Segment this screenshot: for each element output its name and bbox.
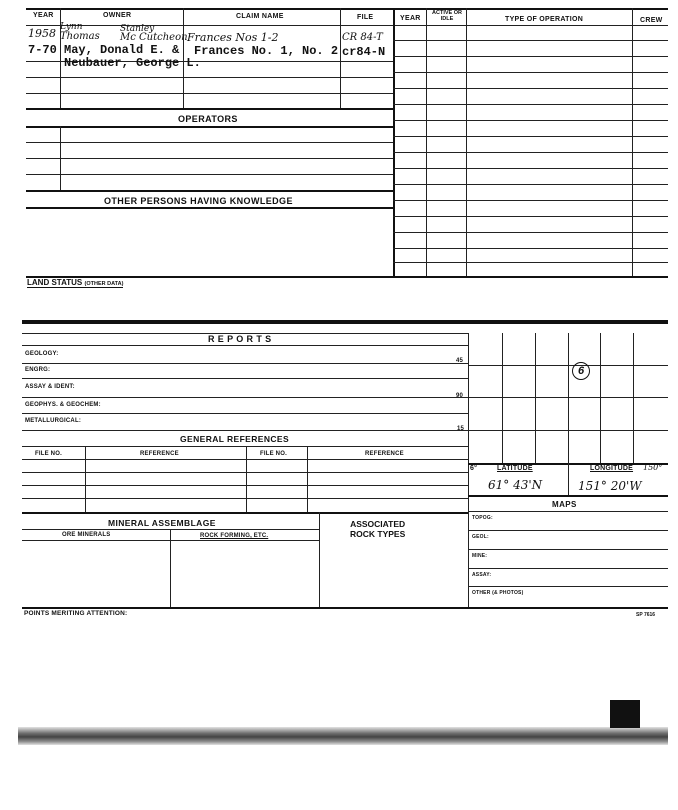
- maps-title: MAPS: [552, 500, 577, 509]
- ref-col-file-no-2: FILE NO.: [260, 451, 287, 457]
- land-status-label: LAND STATUS: [27, 278, 83, 287]
- col-line: [633, 333, 634, 463]
- mineral-assemblage-title: MINERAL ASSEMBLAGE: [108, 518, 216, 528]
- maps-row-topog: TOPOG:: [472, 515, 493, 521]
- col-line: [600, 333, 601, 463]
- col-line: [319, 512, 320, 607]
- col-line: [568, 333, 569, 463]
- row-line: [393, 136, 668, 137]
- longitude-hand: 150°: [643, 463, 663, 472]
- header-crew: CREW: [640, 17, 663, 24]
- row-line: [26, 207, 393, 209]
- row-line: [26, 126, 393, 128]
- col-line: [60, 126, 61, 190]
- report-num-assay: 90: [456, 393, 464, 399]
- row-line: [393, 88, 668, 89]
- maps-row-geol: GEOL:: [472, 534, 489, 540]
- report-num-metallurgical: 15: [457, 426, 465, 432]
- header-owner: OWNER: [103, 12, 132, 19]
- typed-owner-1: May, Donald E. &: [64, 43, 180, 57]
- report-label-assay: ASSAY & IDENT:: [25, 384, 75, 390]
- row-line: [22, 498, 468, 499]
- hand-owner-1: Lynn: [60, 22, 83, 32]
- rock-forming-label: ROCK FORMING, ETC.: [200, 533, 269, 539]
- top-border: [26, 8, 668, 10]
- row-line: [26, 77, 393, 78]
- maps-row-other: OTHER (& PHOTOS): [472, 590, 524, 596]
- col-line: [246, 446, 247, 512]
- row-line: [393, 262, 668, 263]
- col-line: [502, 333, 503, 463]
- report-label-engrg: ENGRG:: [25, 367, 51, 373]
- other-persons-title: OTHER PERSONS HAVING KNOWLEDGE: [104, 196, 293, 206]
- row-line: [22, 345, 468, 346]
- report-num-engrg: 45: [456, 358, 464, 364]
- row-line: [468, 586, 668, 587]
- header-year-2: YEAR: [400, 15, 421, 22]
- row-line: [22, 413, 468, 414]
- row-line: [468, 511, 668, 512]
- row-line: [393, 104, 668, 105]
- row-line: [468, 495, 668, 497]
- form-code: SP 7616: [636, 612, 656, 618]
- hand-owner-2b: Mc Cutcheon: [120, 32, 188, 43]
- longitude-value: 151° 20'W: [578, 479, 642, 493]
- row-line: [22, 459, 468, 460]
- row-line: [22, 485, 468, 486]
- row-line: [393, 120, 668, 121]
- ref-col-reference-2: REFERENCE: [365, 451, 404, 457]
- report-label-geology: GEOLOGY:: [25, 351, 59, 357]
- row-line: [393, 216, 668, 217]
- row-line: [26, 142, 393, 143]
- row-line: [468, 530, 668, 531]
- latitude-value: 61° 43'N: [488, 478, 543, 492]
- col-line: [535, 333, 536, 463]
- row-line: [393, 152, 668, 153]
- ore-minerals-label: ORE MINERALS: [62, 532, 111, 538]
- row-line: [393, 232, 668, 233]
- assoc-line-1: ASSOCIATED: [350, 519, 406, 529]
- row-line: [22, 378, 468, 379]
- col-line: [85, 446, 86, 512]
- row-line: [393, 184, 668, 185]
- land-status: [27, 278, 123, 288]
- row-line: [468, 365, 668, 366]
- hand-owner-2: Thomas: [60, 31, 100, 42]
- row-line: [26, 108, 393, 110]
- row-line: [22, 512, 468, 514]
- col-line: [426, 8, 427, 276]
- longitude-label: LONGITUDE: [590, 465, 634, 472]
- col-line: [466, 8, 467, 276]
- row-line: [22, 363, 468, 364]
- row-line: [22, 397, 468, 398]
- scan-noise-band: [18, 727, 668, 745]
- hand-claim: Frances Nos 1-2: [187, 31, 279, 44]
- operators-title: OPERATORS: [178, 114, 238, 124]
- col-line: [468, 333, 469, 607]
- row-line: [22, 607, 668, 609]
- grid-circle-mark: 6: [572, 362, 590, 380]
- land-status-note: (OTHER DATA): [84, 281, 124, 287]
- degree-mark: 6°: [470, 465, 478, 472]
- row-line: [26, 158, 393, 159]
- typed-claim: Frances No. 1, No. 2: [194, 44, 339, 58]
- report-label-metallurgical: METALLURGICAL:: [25, 418, 82, 424]
- col-line: [340, 8, 341, 108]
- header-claim-name: CLAIM NAME: [236, 13, 284, 20]
- header-type-of-operation: TYPE OF OPERATION: [505, 16, 584, 23]
- header-active-or-idle: ACTIVE OR IDLE: [432, 10, 462, 22]
- latitude-label: LATITUDE: [497, 465, 533, 472]
- typed-owner-2: Neubauer, George L.: [64, 56, 201, 70]
- col-line: [307, 446, 308, 512]
- points-meriting-attention: POINTS MERITING ATTENTION:: [24, 610, 128, 617]
- row-line: [468, 430, 668, 431]
- section-bar: [22, 320, 668, 324]
- row-line: [468, 397, 668, 398]
- report-label-geophys: GEOPHYS. & GEOCHEM:: [25, 402, 101, 408]
- ref-col-file-no: FILE NO.: [35, 451, 62, 457]
- associated-rock-types: [350, 519, 405, 539]
- row-line: [22, 430, 468, 431]
- row-line: [26, 93, 393, 94]
- row-line: [22, 472, 468, 473]
- typed-year: 7-70: [28, 43, 57, 57]
- header-year: YEAR: [33, 12, 54, 19]
- col-line: [568, 463, 569, 495]
- row-line: [393, 248, 668, 249]
- assoc-line-2: ROCK TYPES: [350, 529, 406, 539]
- row-line: [26, 174, 393, 175]
- header-file: FILE: [357, 14, 374, 21]
- hand-owner-1b: Stanley: [120, 24, 155, 34]
- maps-row-assay: ASSAY:: [472, 572, 492, 578]
- hand-file: CR 84-T: [342, 32, 383, 43]
- scan-black-block: [610, 700, 640, 728]
- col-line: [170, 529, 171, 607]
- col-line: [632, 8, 633, 276]
- typed-file: cr84-N: [342, 45, 386, 59]
- row-line: [468, 549, 668, 550]
- row-line: [468, 568, 668, 569]
- hand-year: 1958: [28, 27, 56, 40]
- row-line: [393, 72, 668, 73]
- row-line: [22, 446, 468, 447]
- col-line: [393, 8, 395, 276]
- reports-title: R E P O R T S: [208, 334, 272, 344]
- row-line: [26, 190, 393, 192]
- ref-col-reference: REFERENCE: [140, 451, 179, 457]
- row-line: [393, 56, 668, 57]
- maps-row-mine: MINE:: [472, 553, 488, 559]
- row-line: [393, 40, 668, 41]
- row-line: [393, 168, 668, 169]
- general-references-title: GENERAL REFERENCES: [180, 434, 290, 444]
- row-line: [393, 200, 668, 201]
